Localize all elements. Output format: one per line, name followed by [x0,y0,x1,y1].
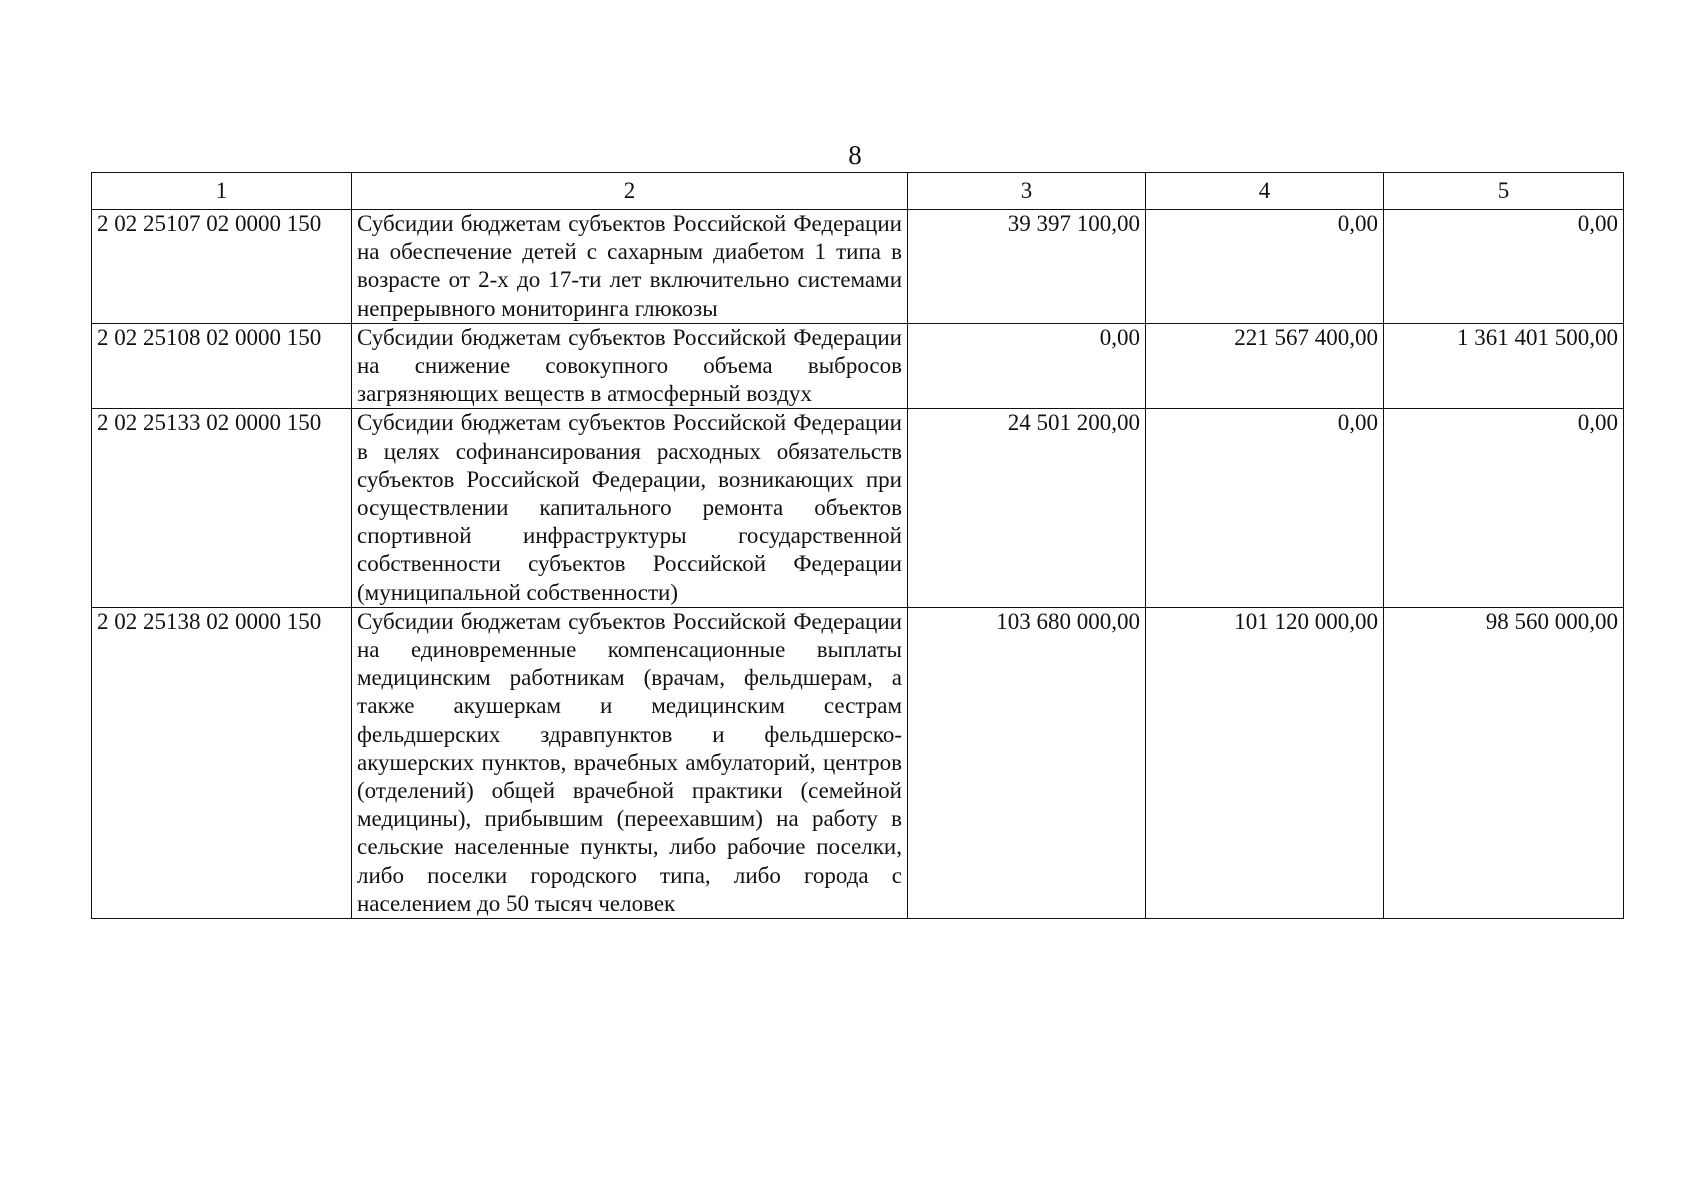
column-header: 1 [92,173,352,210]
description-cell: Субсидии бюджетам субъектов Российской Федерации на единовременные компенсационные выплаты медицинским работникам (врачам, фельдшерам, а также акушеркам и медицинским сестрам фельдшерских здравпунктов и фельдшерско-акушерских пунктов, врачебных амбулаторий, центров (отделений) общей врачебной практики (семейной медицины), прибывшим (переехавшим) на работу в сельские населенные пункты, либо рабочие поселки, либо поселки городского типа, либо города с населением до 50 тысяч человек [352,607,908,918]
table-row [92,210,1624,324]
amount-col5-cell: 1 361 401 500,00 [1384,323,1624,409]
description-cell: Субсидии бюджетам субъектов Российской Федерации на снижение совокупного объема выбросов загрязняющих веществ в атмосферный воздух [352,323,908,409]
amount-col5-cell: 0,00 [1384,210,1624,324]
amount-col5-cell: 98 560 000,00 [1384,607,1624,918]
amount-col4-cell: 221 567 400,00 [1146,323,1384,409]
table-row [92,323,1624,409]
column-header: 5 [1384,173,1624,210]
budget-code-cell: 2 02 25108 02 0000 150 [92,323,352,409]
column-header: 3 [908,173,1146,210]
description-cell: Субсидии бюджетам субъектов Российской Федерации на обеспечение детей с сахарным диабетом 1 типа в возрасте от 2-х до 17-ти лет включительно системами непрерывного мониторинга глюкозы [352,210,908,324]
amount-col4-cell: 101 120 000,00 [1146,607,1384,918]
amount-col5-cell: 0,00 [1384,409,1624,607]
description-cell: Субсидии бюджетам субъектов Российской Федерации в целях софинансирования расходных обязательств субъектов Российской Федерации, возникающих при осуществлении капитального ремонта объектов спортивной инфраструктуры государственной собственности субъектов Российской Федерации (муниципальной собственности) [352,409,908,607]
amount-col3-cell: 0,00 [908,323,1146,409]
amount-col4-cell: 0,00 [1146,210,1384,324]
table-row [92,409,1624,607]
page-number: 8 [848,140,862,170]
amount-col3-cell: 103 680 000,00 [908,607,1146,918]
table-row [92,607,1624,918]
budget-code-cell: 2 02 25107 02 0000 150 [92,210,352,324]
amount-col3-cell: 39 397 100,00 [908,210,1146,324]
amount-col3-cell: 24 501 200,00 [908,409,1146,607]
amount-col4-cell: 0,00 [1146,409,1384,607]
header-row [92,173,1624,210]
budget-table [91,172,1624,919]
budget-code-cell: 2 02 25133 02 0000 150 [92,409,352,607]
column-header: 2 [352,173,908,210]
column-header: 4 [1146,173,1384,210]
budget-code-cell: 2 02 25138 02 0000 150 [92,607,352,918]
